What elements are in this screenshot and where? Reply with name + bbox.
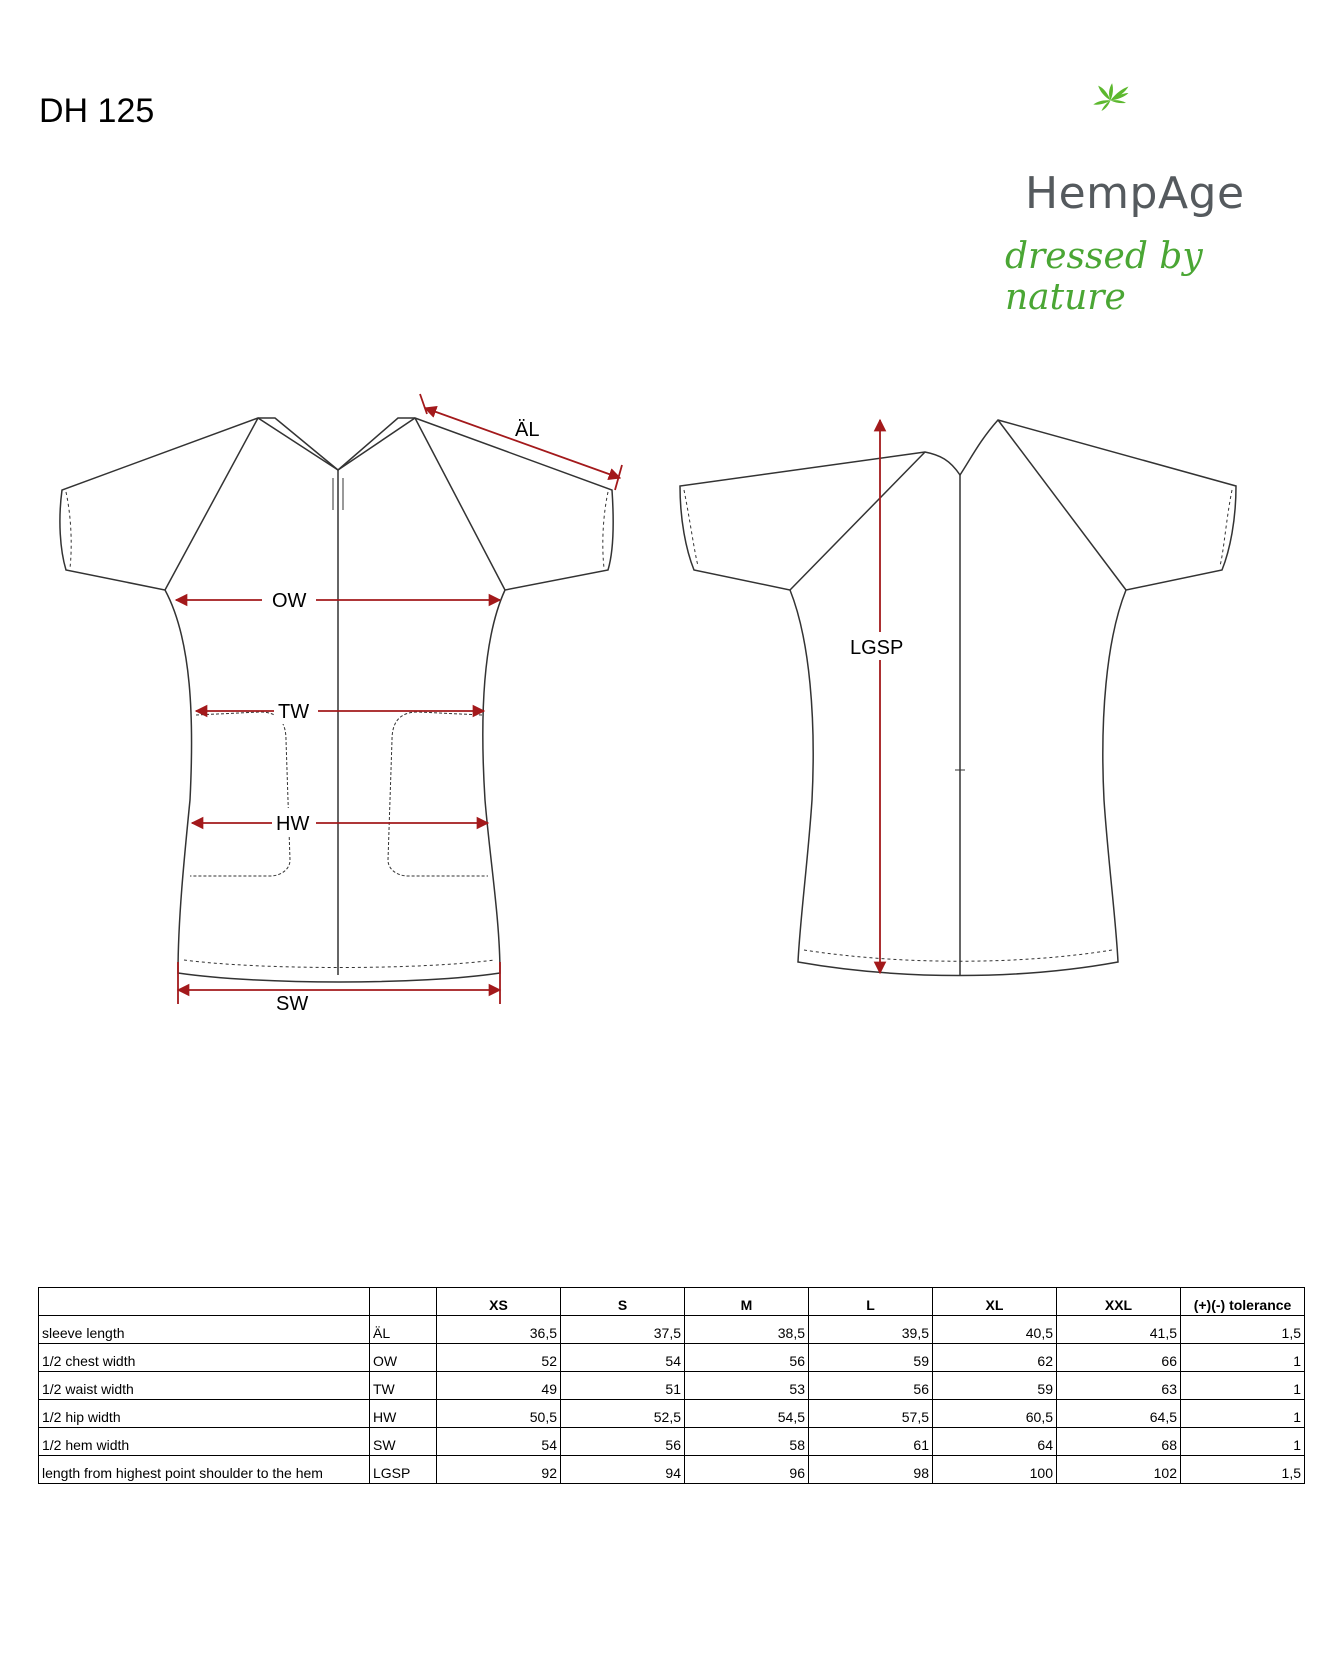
- size-chart-table: [38, 1287, 1305, 1484]
- row-code: HW: [370, 1400, 437, 1428]
- label-tw: TW: [278, 701, 310, 723]
- cell-value: 63: [1057, 1372, 1181, 1400]
- label-lgsp: LGSP: [850, 637, 904, 659]
- table-row: [39, 1344, 1305, 1372]
- cell-value: 56: [561, 1428, 685, 1456]
- header-cell-l: L: [809, 1288, 933, 1316]
- header-cell: [39, 1288, 370, 1316]
- cell-tolerance: 1: [1181, 1428, 1305, 1456]
- cell-value: 68: [1057, 1428, 1181, 1456]
- cell-value: 100: [933, 1456, 1057, 1484]
- row-description: 1/2 waist width: [39, 1372, 370, 1400]
- row-description: 1/2 chest width: [39, 1344, 370, 1372]
- cell-value: 40,5: [933, 1316, 1057, 1344]
- cell-value: 52,5: [561, 1400, 685, 1428]
- header-cell-xs: XS: [437, 1288, 561, 1316]
- cell-value: 36,5: [437, 1316, 561, 1344]
- cell-value: 56: [809, 1372, 933, 1400]
- cell-tolerance: 1,5: [1181, 1456, 1305, 1484]
- cell-value: 59: [809, 1344, 933, 1372]
- table-row: [39, 1372, 1305, 1400]
- cell-value: 56: [685, 1344, 809, 1372]
- cell-value: 53: [685, 1372, 809, 1400]
- row-code: SW: [370, 1428, 437, 1456]
- cell-value: 50,5: [437, 1400, 561, 1428]
- cell-value: 37,5: [561, 1316, 685, 1344]
- row-description: 1/2 hem width: [39, 1428, 370, 1456]
- cell-tolerance: 1: [1181, 1344, 1305, 1372]
- cell-value: 41,5: [1057, 1316, 1181, 1344]
- cell-value: 102: [1057, 1456, 1181, 1484]
- cell-value: 62: [933, 1344, 1057, 1372]
- garment-technical-drawing: [0, 370, 1333, 1030]
- label-al: ÄL: [515, 419, 540, 441]
- cell-value: 60,5: [933, 1400, 1057, 1428]
- cell-value: 39,5: [809, 1316, 933, 1344]
- cell-value: 61: [809, 1428, 933, 1456]
- table-row: [39, 1316, 1305, 1344]
- row-code: OW: [370, 1344, 437, 1372]
- brand-name: HempAge: [1025, 168, 1245, 219]
- brand-tagline: dressed by nature: [1005, 236, 1203, 318]
- cell-value: 38,5: [685, 1316, 809, 1344]
- cell-value: 92: [437, 1456, 561, 1484]
- cell-value: 54: [437, 1428, 561, 1456]
- measurement-labels: [262, 419, 915, 1015]
- row-code: ÄL: [370, 1316, 437, 1344]
- model-number: DH 125: [39, 92, 155, 130]
- header-cell-m: M: [685, 1288, 809, 1316]
- label-hw: HW: [276, 813, 310, 835]
- row-description: length from highest point shoulder to the hem: [39, 1456, 370, 1484]
- cell-value: 58: [685, 1428, 809, 1456]
- row-description: sleeve length: [39, 1316, 370, 1344]
- row-description: 1/2 hip width: [39, 1400, 370, 1428]
- cell-value: 98: [809, 1456, 933, 1484]
- hemp-leaf-icon: [990, 82, 1280, 172]
- cell-value: 54: [561, 1344, 685, 1372]
- cell-value: 64,5: [1057, 1400, 1181, 1428]
- cell-value: 54,5: [685, 1400, 809, 1428]
- table-row: [39, 1456, 1305, 1484]
- cell-tolerance: 1: [1181, 1372, 1305, 1400]
- cell-value: 49: [437, 1372, 561, 1400]
- table-row: [39, 1400, 1305, 1428]
- cell-tolerance: 1: [1181, 1400, 1305, 1428]
- row-code: TW: [370, 1372, 437, 1400]
- header-cell-s: S: [561, 1288, 685, 1316]
- header-cell: [370, 1288, 437, 1316]
- back-view: [680, 420, 1236, 976]
- front-view: [60, 418, 613, 982]
- cell-value: 52: [437, 1344, 561, 1372]
- row-code: LGSP: [370, 1456, 437, 1484]
- cell-value: 51: [561, 1372, 685, 1400]
- header-cell-xxl: XXL: [1057, 1288, 1181, 1316]
- label-ow: OW: [272, 590, 307, 612]
- table-header-row: [39, 1288, 1305, 1316]
- cell-value: 64: [933, 1428, 1057, 1456]
- cell-value: 66: [1057, 1344, 1181, 1372]
- cell-value: 59: [933, 1372, 1057, 1400]
- header-cell-xl: XL: [933, 1288, 1057, 1316]
- label-sw: SW: [276, 993, 309, 1015]
- cell-tolerance: 1,5: [1181, 1316, 1305, 1344]
- cell-value: 96: [685, 1456, 809, 1484]
- header-cell-tolerance: (+)(-) tolerance: [1181, 1288, 1305, 1316]
- cell-value: 94: [561, 1456, 685, 1484]
- cell-value: 57,5: [809, 1400, 933, 1428]
- table-row: [39, 1428, 1305, 1456]
